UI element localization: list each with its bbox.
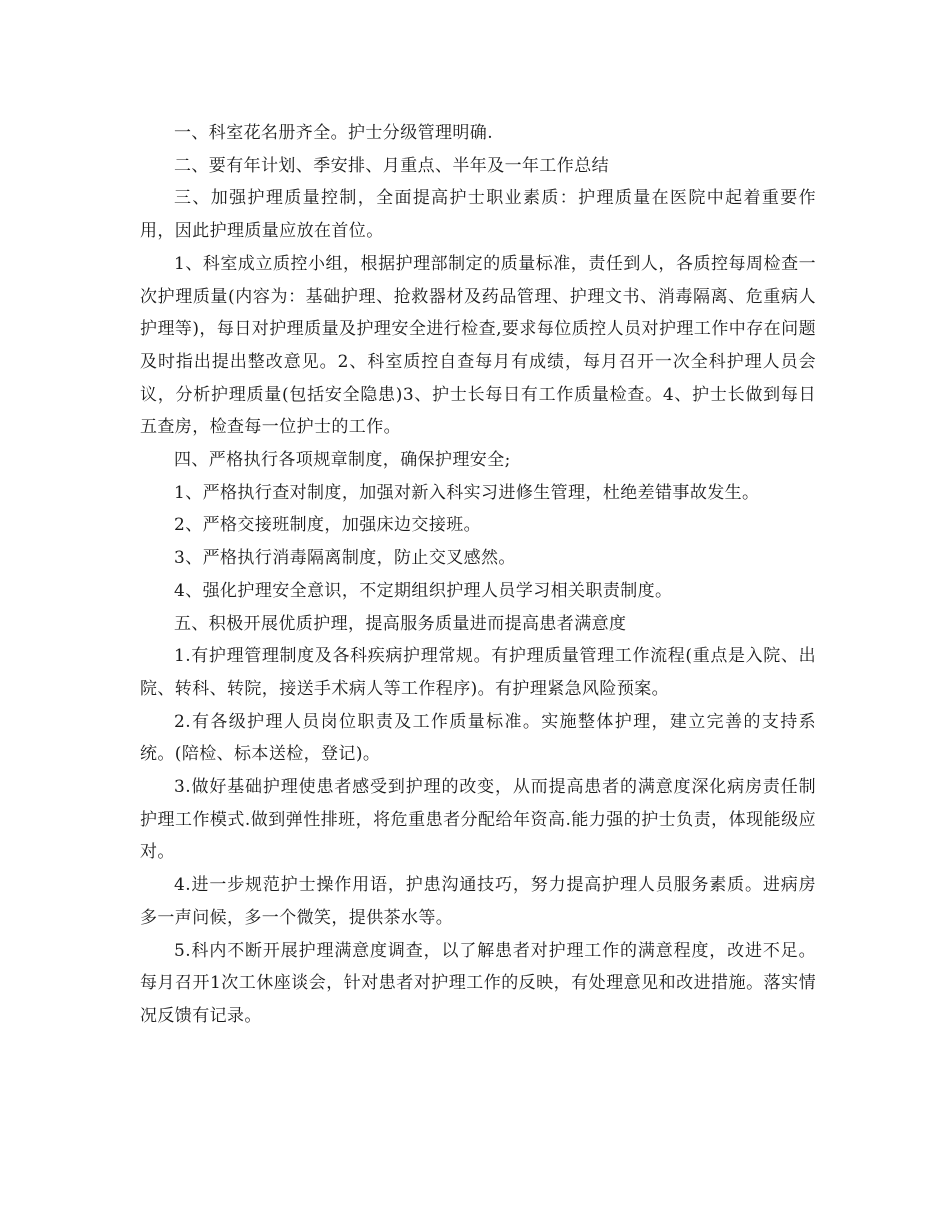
paragraph-6: 1、严格执行查对制度，加强对新入科实习进修生管理，杜绝差错事故发生。 — [174, 482, 760, 503]
paragraph-13: 3.做好基础护理使患者感受到护理的改变，从而提高患者的满意度深化病房责任制护理工作模式.做到弹性排班，将危重患者分配给年资高.能力强的护士负责，体现能级应对。 — [140, 777, 816, 863]
paragraph-10: 五、积极开展优质护理，提高服务质量进而提高患者满意度 — [174, 613, 627, 634]
paragraph-15: 5.科内不断开展护理满意度调查，以了解患者对护理工作的满意程度，改进不足。每月召开1次工休座谈会，针对患者对护理工作的反映，有处理意见和改进措施。落实情况反馈有记录。 — [140, 940, 816, 1026]
paragraph-1: 一、科室花名册齐全。护士分级管理明确. — [174, 123, 494, 143]
paragraph-9: 4、强化护理安全意识，不定期组织护理人员学习相关职责制度。 — [174, 580, 673, 601]
paragraph-7: 2、严格交接班制度，加强床边交接班。 — [174, 515, 482, 536]
paragraph-12: 2.有各级护理人员岗位职责及工作质量标准。实施整体护理，建立完善的支持系统。(陪检、标本送检，登记)。 — [140, 711, 816, 765]
document-body — [140, 117, 816, 1033]
paragraph-8: 3、严格执行消毒隔离制度，防止交叉感然。 — [174, 548, 516, 569]
paragraph-3: 三、加强护理质量控制，全面提高护士职业素质：护理质量在医院中起着重要作用，因此护理质量应放在首位。 — [140, 188, 816, 242]
paragraph-11: 1.有护理管理制度及各科疾病护理常规。有护理质量管理工作流程(重点是入院、出院、转科、转院，接送手术病人等工作程序)。有护理紧急风险预案。 — [140, 646, 816, 699]
paragraph-5: 四、严格执行各项规章制度，确保护理安全; — [174, 450, 511, 471]
paragraph-4: 1、科室成立质控小组，根据护理部制定的质量标准，责任到人，各质控每周检查一次护理质量(内容为：基础护理、抢救器材及药品管理、护理文书、消毒隔离、危重病人护理等)，每日对护理质量及护理安全进行检查,要求每位质控人员对护理工作中存在问题及时指出提出整改意见。2、科室质控自查每月有成绩，每月召开一次全科护理人员会议，分析护理质量(包括安全隐患)3、护士长每日有工作质量检查。4、护士长做到每日五查房，检查每一位护士的工作。 — [140, 253, 816, 438]
paragraph-14: 4.进一步规范护士操作用语，护患沟通技巧，努力提高护理人员服务素质。进病房多一声问候，多一个微笑，提供茶水等。 — [140, 875, 816, 928]
paragraph-2: 二、要有年计划、季安排、月重点、半年及一年工作总结 — [174, 155, 609, 176]
